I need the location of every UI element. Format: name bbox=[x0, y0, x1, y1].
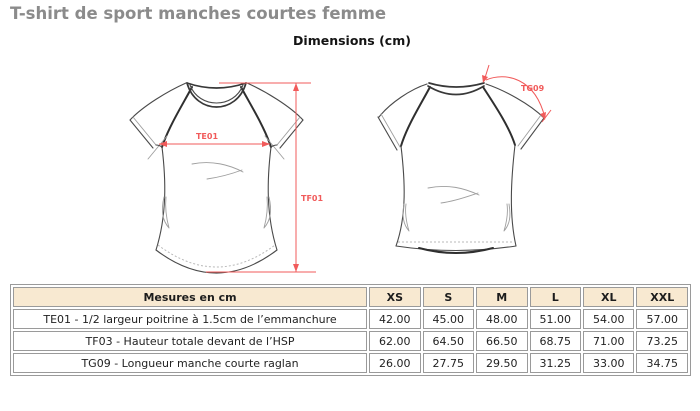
dim-label-tg09: TG09 bbox=[521, 84, 545, 93]
value-cell: 54.00 bbox=[583, 309, 634, 329]
header-size-l: L bbox=[530, 287, 581, 307]
tshirt-dimension-diagram bbox=[0, 60, 700, 282]
dimensions-subtitle: Dimensions (cm) bbox=[293, 33, 411, 48]
value-cell: 34.75 bbox=[636, 353, 688, 373]
tshirt-front-view bbox=[130, 83, 303, 273]
value-cell: 68.75 bbox=[530, 331, 581, 351]
value-cell: 71.00 bbox=[583, 331, 634, 351]
dim-label-te01: TE01 bbox=[195, 132, 219, 141]
value-cell: 29.50 bbox=[476, 353, 527, 373]
row-label: TG09 - Longueur manche courte raglan bbox=[13, 353, 367, 373]
size-table-header-row bbox=[13, 287, 688, 307]
row-label: TE01 - 1/2 largeur poitrine à 1.5cm de l’emmanchure bbox=[13, 309, 367, 329]
table-row-tg09 bbox=[13, 353, 688, 373]
size-table bbox=[10, 284, 691, 376]
value-cell: 27.75 bbox=[423, 353, 474, 373]
table-row-te01 bbox=[13, 309, 688, 329]
table-row-tf03 bbox=[13, 331, 688, 351]
header-size-xxl: XXL bbox=[636, 287, 688, 307]
tshirt-back-view bbox=[378, 83, 544, 253]
value-cell: 45.00 bbox=[423, 309, 474, 329]
value-cell: 48.00 bbox=[476, 309, 527, 329]
dim-label-tf01: TF01 bbox=[301, 194, 324, 203]
header-size-m: M bbox=[476, 287, 527, 307]
value-cell: 42.00 bbox=[369, 309, 420, 329]
back-dimension-annotations bbox=[482, 65, 551, 122]
value-cell: 62.00 bbox=[369, 331, 420, 351]
value-cell: 26.00 bbox=[369, 353, 420, 373]
page-title: T-shirt de sport manches courtes femme bbox=[10, 4, 387, 23]
value-cell: 73.25 bbox=[636, 331, 688, 351]
value-cell: 33.00 bbox=[583, 353, 634, 373]
value-cell: 66.50 bbox=[476, 331, 527, 351]
header-size-xl: XL bbox=[583, 287, 634, 307]
row-label: TF03 - Hauteur totale devant de l’HSP bbox=[13, 331, 367, 351]
header-size-s: S bbox=[423, 287, 474, 307]
header-size-xs: XS bbox=[369, 287, 420, 307]
value-cell: 51.00 bbox=[530, 309, 581, 329]
header-measures: Mesures en cm bbox=[13, 287, 367, 307]
value-cell: 31.25 bbox=[530, 353, 581, 373]
value-cell: 64.50 bbox=[423, 331, 474, 351]
value-cell: 57.00 bbox=[636, 309, 688, 329]
front-dimension-annotations bbox=[159, 83, 323, 272]
